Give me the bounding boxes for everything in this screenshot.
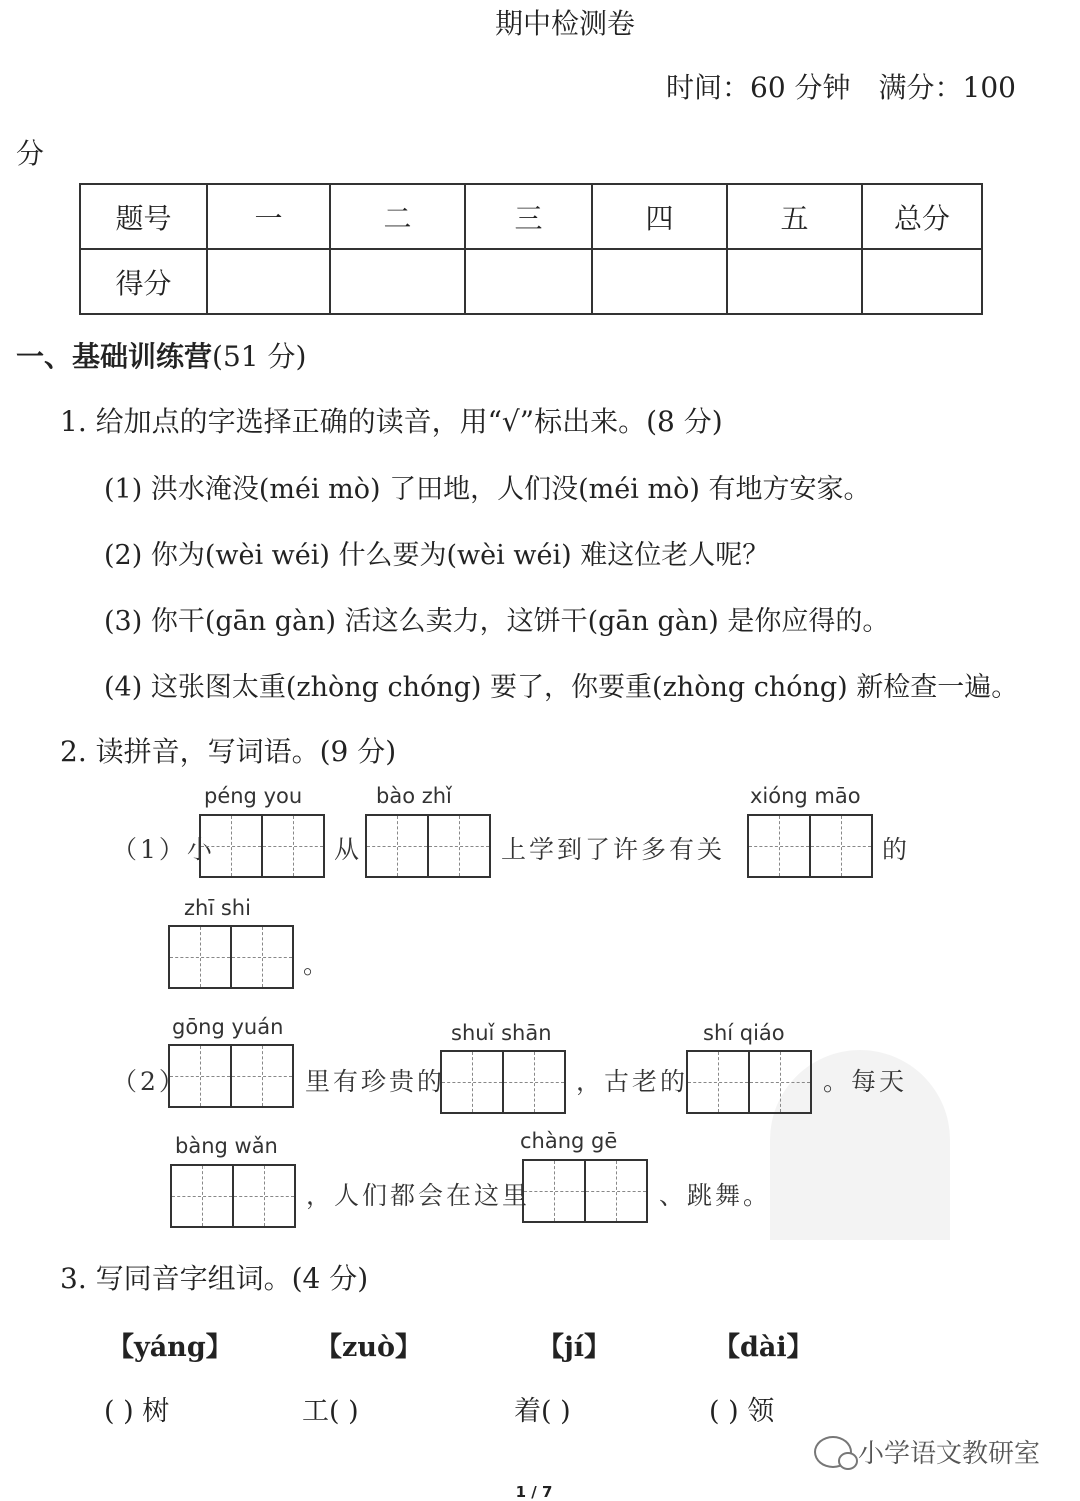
pinyin-group: 【jí】 [537,1332,612,1363]
score-cell [330,249,465,314]
question-2-prompt: 2. 读拼音，写词语。(9 分) [60,735,397,768]
score-cell [465,249,592,314]
score-table [79,183,983,315]
section-heading [16,335,306,375]
score-table-header-cell: 一 [207,184,330,249]
writing-cell[interactable] [750,1050,812,1114]
question-3-prompt: 3. 写同音字组词。(4 分) [60,1262,369,1295]
score-table-header-cell: 四 [592,184,727,249]
writing-cell[interactable] [522,1159,586,1223]
writing-grid-baozhi[interactable] [365,814,491,878]
score-cell [207,249,330,314]
wechat-icon [814,1436,852,1468]
pinyin-label: shuǐ shān [451,1021,552,1045]
writing-cell[interactable] [170,1164,234,1228]
writing-cell[interactable] [232,925,294,989]
writing-cell[interactable] [440,1050,504,1114]
writing-grid-bangwan[interactable] [170,1164,296,1228]
homophone-blank[interactable]: 着( ) [514,1396,571,1427]
homophone-blank[interactable]: ( ) 领 [709,1396,775,1427]
q2-text: 的 [882,835,911,864]
pinyin-label: gōng yuán [172,1015,284,1039]
score-table-header-cell: 总分 [862,184,982,249]
question-1-item: (3) 你干(gān gàn) 活这么卖力，这饼干(gān gàn) 是你应得的。 [104,606,890,637]
score-table-header-row [80,184,982,249]
writing-cell[interactable] [199,814,263,878]
question-1-item: (4) 这张图太重(zhòng chóng) 要了，你要重(zhòng chóng) 新检查一遍。 [104,672,1019,703]
pinyin-group: 【zuò】 [315,1332,422,1363]
page-title: 期中检测卷 [494,7,635,40]
q2-text: ，人们都会在这里 [306,1181,531,1210]
pinyin-label: bàng wǎn [175,1134,278,1158]
writing-cell[interactable] [168,925,232,989]
pinyin-label: chàng gē [520,1129,618,1153]
writing-cell[interactable] [504,1050,566,1114]
exam-score-unit: 分 [16,137,45,170]
q2-part1-label: （1）小 [112,835,215,864]
score-row-label: 得分 [80,249,207,314]
q2-part2-label: （2） [112,1067,187,1096]
writing-cell[interactable] [429,814,491,878]
score-table-header-cell: 三 [465,184,592,249]
writing-cell[interactable] [168,1044,232,1108]
pinyin-group: 【yáng】 [107,1332,233,1363]
page-number: 1 / 7 [515,1483,553,1501]
writing-grid-gongyuan[interactable] [168,1044,294,1108]
writing-grid-shuishan[interactable] [440,1050,566,1114]
writing-cell[interactable] [232,1044,294,1108]
writing-grid-xiongmao[interactable] [747,814,873,878]
score-table-score-row [80,249,982,314]
pinyin-label: bào zhǐ [376,784,452,808]
pinyin-label: shí qiáo [703,1021,785,1045]
score-table-header-cell: 二 [330,184,465,249]
q2-text: 上学到了许多有关 [501,835,726,864]
pinyin-label: péng you [204,784,303,808]
watermark [814,1433,1040,1470]
writing-grid-pengyou[interactable] [199,814,325,878]
section-points: (51 分) [212,340,307,373]
section-title: 一、基础训练营 [16,340,213,373]
question-1-prompt: 1. 给加点的字选择正确的读音，用“√”标出来。(8 分) [60,405,723,438]
question-1-item: (2) 你为(wèi wéi) 什么要为(wèi wéi) 难这位老人呢？ [104,540,770,571]
q2-text: 里有珍贵的 [305,1067,446,1096]
writing-cell[interactable] [811,814,873,878]
writing-cell[interactable] [263,814,325,878]
watermark-text: 小学语文教研室 [858,1439,1041,1469]
score-table-header-cell: 题号 [80,184,207,249]
pinyin-label: zhī shi [184,896,251,920]
q2-text: 、跳舞。 [659,1181,772,1210]
writing-cell[interactable] [586,1159,648,1223]
homophone-blank[interactable]: ( ) 树 [104,1396,170,1427]
writing-grid-shiqiao[interactable] [686,1050,812,1114]
score-cell [862,249,982,314]
writing-cell[interactable] [234,1164,296,1228]
q2-text: ，古老的 [576,1067,689,1096]
writing-grid-zhishi[interactable] [168,925,294,989]
pinyin-label: xióng māo [750,784,861,808]
writing-grid-changge[interactable] [522,1159,648,1223]
score-table-header-cell: 五 [727,184,862,249]
homophone-blank[interactable]: 工( ) [302,1396,359,1427]
q2-text: 。 [303,950,332,979]
writing-cell[interactable] [747,814,811,878]
q2-text: 。每天 [823,1067,908,1096]
q2-text: 从 [334,835,363,864]
writing-cell[interactable] [686,1050,750,1114]
question-1-item: (1) 洪水淹没(méi mò) 了田地，人们没(méi mò) 有地方安家。 [104,474,871,505]
writing-cell[interactable] [365,814,429,878]
score-cell [592,249,727,314]
score-cell [727,249,862,314]
pinyin-group: 【dài】 [713,1332,814,1363]
exam-time-score: 时间：60 分钟 满分：100 [666,71,1016,104]
